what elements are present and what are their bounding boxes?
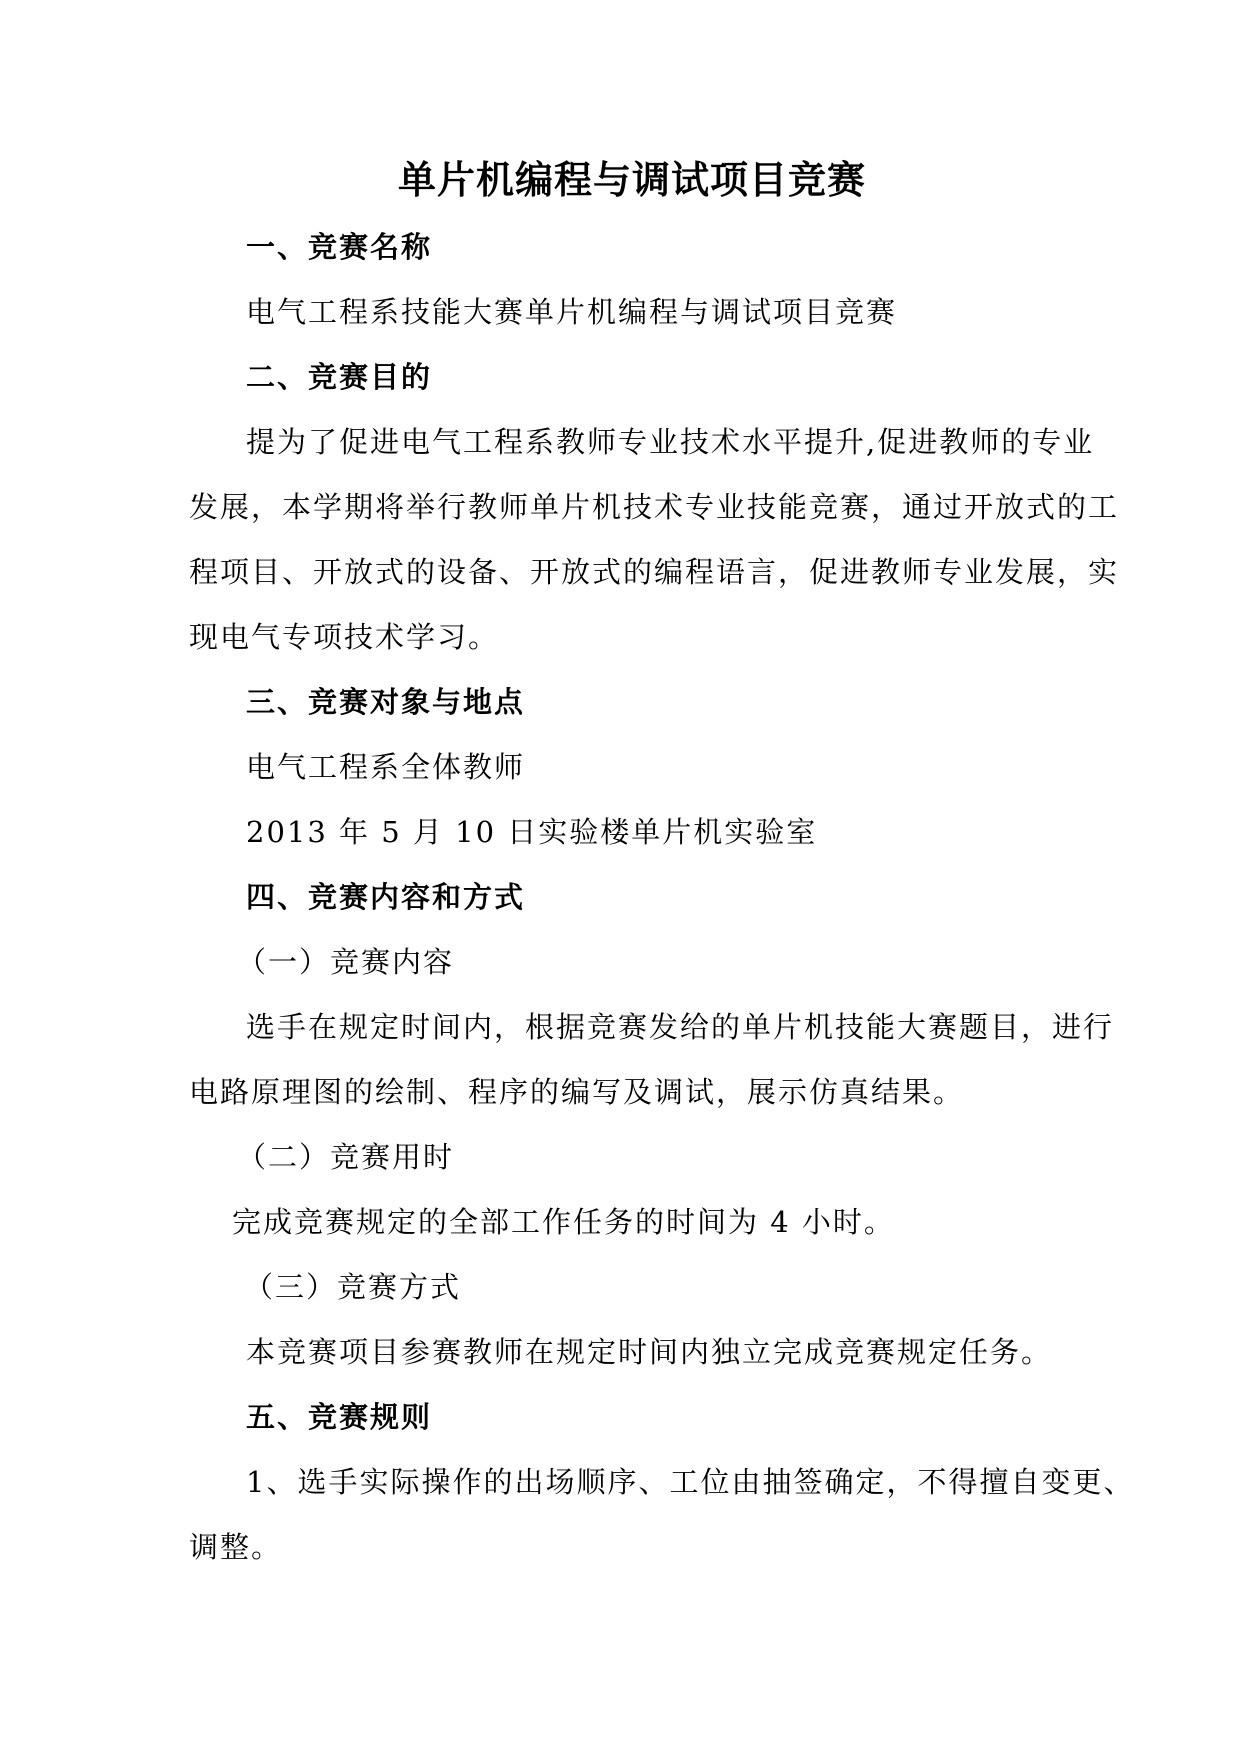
competition-name-text: 电气工程系技能大赛单片机编程与调试项目竞赛 bbox=[246, 295, 898, 329]
rules-paragraph-line-1: 1、选手实际操作的出场顺序、工位由抽签确定，不得擅自变更、 bbox=[246, 1465, 1135, 1499]
section-heading-name: 一、竞赛名称 bbox=[246, 230, 433, 264]
purpose-paragraph-line-4: 现电气专项技术学习。 bbox=[189, 620, 500, 654]
subheading-content: （一）竞赛内容 bbox=[237, 945, 455, 979]
content-paragraph-line-2: 电路原理图的绘制、程序的编写及调试，展示仿真结果。 bbox=[189, 1075, 965, 1109]
participants-text: 电气工程系全体教师 bbox=[246, 750, 526, 784]
purpose-paragraph-line-2: 发展，本学期将举行教师单片机技术专业技能竞赛，通过开放式的工 bbox=[189, 490, 1120, 524]
rules-paragraph-line-2: 调整。 bbox=[189, 1530, 283, 1564]
section-heading-rules: 五、竞赛规则 bbox=[246, 1400, 433, 1434]
document-title: 单片机编程与调试项目竞赛 bbox=[398, 157, 867, 202]
duration-text: 完成竞赛规定的全部工作任务的时间为 4 小时。 bbox=[232, 1205, 895, 1239]
section-heading-content: 四、竞赛内容和方式 bbox=[246, 880, 526, 914]
section-heading-participants: 三、竞赛对象与地点 bbox=[246, 685, 526, 719]
purpose-paragraph-line-3: 程项目、开放式的设备、开放式的编程语言，促进教师专业发展，实 bbox=[189, 555, 1120, 589]
content-paragraph-line-1: 选手在规定时间内，根据竞赛发给的单片机技能大赛题目，进行 bbox=[246, 1010, 1115, 1044]
purpose-paragraph-line-1: 提为了促进电气工程系教师专业技术水平提升,促进教师的专业 bbox=[246, 425, 1095, 459]
section-heading-purpose: 二、竞赛目的 bbox=[246, 360, 433, 394]
subheading-method: （三）竞赛方式 bbox=[244, 1270, 462, 1304]
method-text: 本竞赛项目参赛教师在规定时间内独立完成竞赛规定任务。 bbox=[246, 1335, 1053, 1369]
date-location-text: 2013 年 5 月 10 日实验楼单片机实验室 bbox=[246, 815, 818, 849]
subheading-duration: （二）竞赛用时 bbox=[237, 1140, 455, 1174]
